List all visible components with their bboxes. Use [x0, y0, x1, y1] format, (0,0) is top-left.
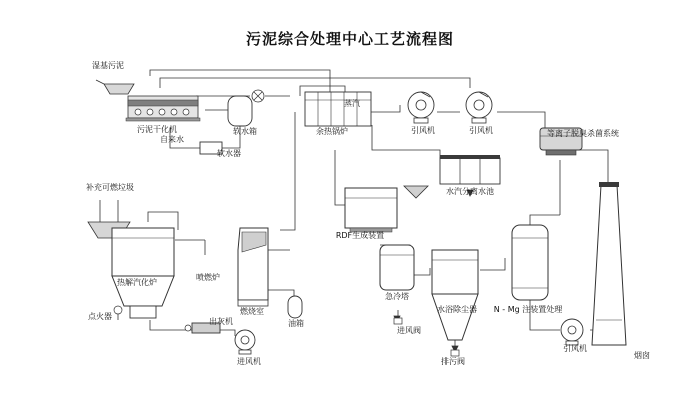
soft-water-tank [228, 96, 252, 126]
n-mg-injection-unit [512, 225, 548, 300]
pyrolysis-gasifier [112, 228, 174, 318]
label-supplement-combustible-waste: 补充可燃垃圾 [86, 183, 134, 192]
waste-heat-boiler [305, 92, 371, 126]
label-induced-draft-fan-1: 引风机 [411, 126, 435, 135]
label-tap-water: 自来水 [160, 135, 184, 144]
induced-draft-fan-2 [466, 92, 492, 123]
water-bath-dust-collector [432, 250, 478, 340]
label-blower-fan-1: 进风机 [237, 357, 261, 366]
sludge-dryer-body [126, 96, 200, 121]
label-waste-heat-boiler: 余热锅炉 [316, 127, 348, 136]
label-n-mg-injection-unit: N - Mg 注装置处理 [493, 305, 563, 314]
blower-fan [235, 330, 255, 354]
label-induced-draft-fan-3: 引风机 [563, 344, 587, 353]
burner-unit [238, 228, 268, 306]
label-burner: 喷燃炉 [196, 273, 220, 282]
label-oil-tank: 油箱 [288, 319, 304, 328]
induced-draft-fan-3 [561, 319, 583, 345]
chimney-stack [592, 182, 626, 345]
label-rdf-generator: RDF生成装置 [335, 231, 385, 240]
label-water-bath-dust-collector: 水浴除尘器 [437, 305, 477, 314]
page-title: 污泥综合处理中心工艺流程图 [245, 30, 454, 48]
label-ignition-device: 点火器 [88, 312, 112, 321]
label-induced-draft-fan-2: 引风机 [469, 126, 493, 135]
label-wet-sludge-inlet: 湿基污泥 [92, 61, 124, 70]
label-pyrolysis-gasifier: 热解汽化炉 [117, 278, 157, 287]
oil-tank [288, 296, 302, 318]
label-water-softener: 软水器 [217, 149, 241, 158]
label-chimney: 烟囱 [634, 351, 650, 360]
label-air-inlet-valve: 进风阀 [397, 326, 421, 335]
label-combustion-chamber: 燃烧室 [240, 307, 264, 316]
label-plasma-deodor-system: 等离子脱臭杀菌系统 [547, 129, 619, 138]
sludge-hopper [96, 80, 134, 94]
label-steam: 蒸汽 [344, 99, 360, 108]
rdf-generator [345, 186, 428, 232]
dryer-outlet-fan [252, 90, 264, 102]
label-quench-tower: 急冷塔 [385, 292, 409, 301]
induced-draft-fan-1 [408, 92, 434, 123]
quench-tower [380, 245, 414, 290]
steam-water-separation-pool [440, 155, 500, 184]
label-sludge-dryer: 污泥干化机 [137, 125, 177, 134]
label-blowdown-valve: 排污阀 [441, 357, 465, 366]
label-soft-water-tank: 软水箱 [233, 127, 257, 136]
label-steam-water-separation-pool: 水汽分离水池 [446, 187, 494, 196]
label-ash-discharger: 出灰机 [209, 317, 233, 326]
